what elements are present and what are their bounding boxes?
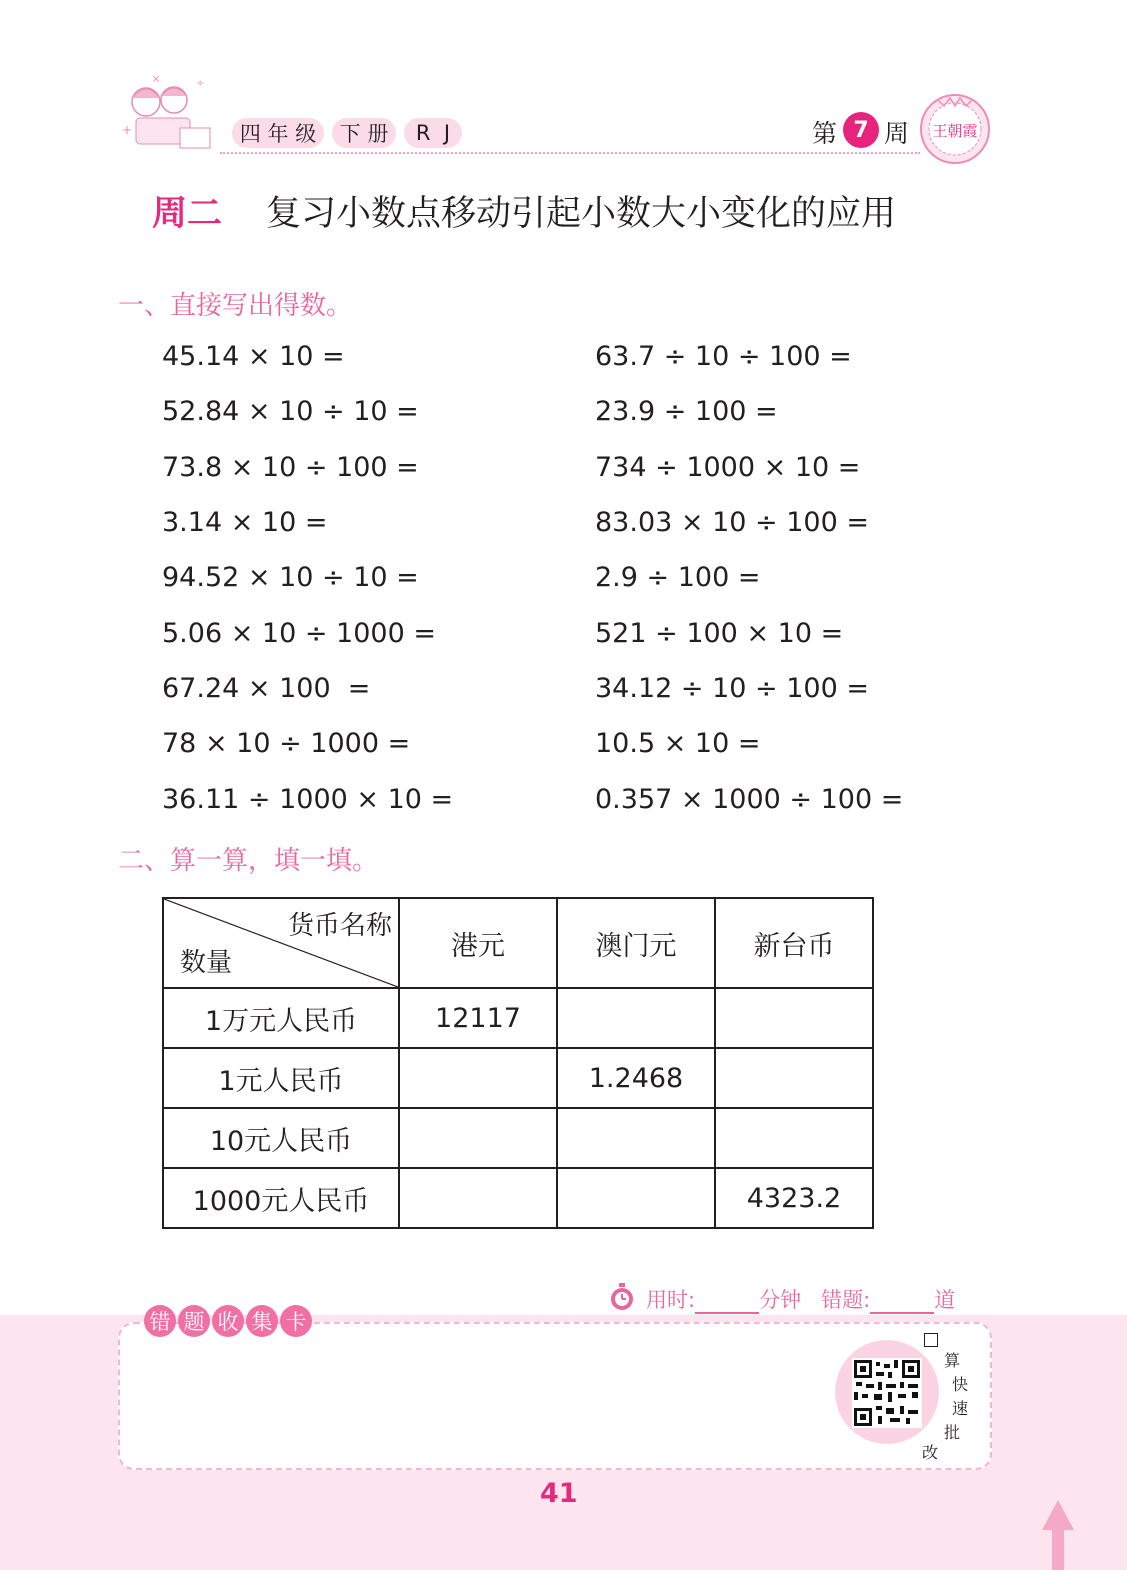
table-row <box>163 1048 873 1108</box>
problem-right-8: 10.5 × 10 = <box>595 728 761 759</box>
qr-side-char: 批 <box>944 1423 961 1442</box>
problem-right-7: 34.12 ÷ 10 ÷ 100 = <box>595 673 869 704</box>
card-title-char: 卡 <box>280 1305 312 1337</box>
problem-left-3: 73.8 × 10 ÷ 100 = <box>162 452 419 483</box>
table-corner-cell <box>163 898 399 988</box>
column-header: 港元 <box>399 898 557 988</box>
problem-left-5: 94.52 × 10 ÷ 10 = <box>162 562 419 593</box>
time-label: 用时: <box>646 1288 696 1312</box>
title-day: 周二 <box>152 194 223 234</box>
problem-right-3: 734 ÷ 1000 × 10 = <box>595 452 861 483</box>
problem-left-8: 78 × 10 ÷ 1000 = <box>162 728 411 759</box>
problem-left-9: 36.11 ÷ 1000 × 10 = <box>162 784 454 815</box>
column-header: 新台币 <box>715 898 873 988</box>
card-title-char: 收 <box>212 1305 244 1337</box>
checkbox-icon[interactable] <box>924 1333 938 1347</box>
author-seal-logo <box>918 92 992 166</box>
problem-left-7: 67.24 × 100 = <box>162 673 371 704</box>
section1-heading: 一、直接写出得数。 <box>118 291 353 321</box>
svg-text:×: × <box>152 74 161 85</box>
errors-label: 错题: <box>821 1288 871 1312</box>
column-header: 澳门元 <box>557 898 715 988</box>
week-prefix: 第 <box>812 119 838 148</box>
problem-left-2: 52.84 × 10 ÷ 10 = <box>162 396 419 427</box>
table-row <box>163 988 873 1048</box>
row-label: 10元人民币 <box>163 1108 399 1168</box>
seal-text: 王朝霞 <box>932 122 978 140</box>
qr-side-char: 改 <box>922 1443 939 1462</box>
row-label: 1元人民币 <box>163 1048 399 1108</box>
corner-bottom-label: 数量 <box>180 948 233 978</box>
corner-top-label: 货币名称 <box>287 911 392 941</box>
problem-right-4: 83.03 × 10 ÷ 100 = <box>595 507 869 538</box>
table-cell <box>399 1168 557 1228</box>
table-cell <box>557 988 715 1048</box>
up-arrow-decoration <box>1040 1500 1076 1570</box>
card-title-char: 错 <box>144 1305 176 1337</box>
errors-unit: 道 <box>934 1288 956 1312</box>
week-suffix: 周 <box>884 119 910 148</box>
minutes-label: 分钟 <box>759 1288 802 1312</box>
problem-left-4: 3.14 × 10 = <box>162 507 328 538</box>
row-label: 1000元人民币 <box>163 1168 399 1228</box>
problem-right-5: 2.9 ÷ 100 = <box>595 562 761 593</box>
table-cell <box>715 1108 873 1168</box>
card-title-char: 题 <box>178 1305 210 1337</box>
problem-right-2: 23.9 ÷ 100 = <box>595 396 778 427</box>
table-cell: 1.2468 <box>557 1048 715 1108</box>
card-title <box>144 1305 312 1339</box>
edition-label: R J <box>404 118 462 148</box>
time-blank[interactable] <box>695 1292 759 1314</box>
qr-code-icon[interactable] <box>852 1358 922 1428</box>
problem-left-1: 45.14 × 10 = <box>162 341 345 372</box>
card-title-char: 集 <box>246 1305 278 1337</box>
row-label: 1万元人民币 <box>163 988 399 1048</box>
qr-side-char: 速 <box>952 1399 969 1418</box>
kids-illustration <box>118 72 218 156</box>
table-cell <box>715 988 873 1048</box>
table-cell: 4323.2 <box>715 1168 873 1228</box>
currency-table <box>162 897 874 1229</box>
qr-side-char: 快 <box>952 1375 969 1394</box>
table-cell <box>399 1048 557 1108</box>
page-title: 复习小数点移动引起小数大小变化的应用 <box>266 194 897 234</box>
page-number: 41 <box>540 1478 578 1509</box>
errors-blank[interactable] <box>870 1292 934 1314</box>
table-cell: 12117 <box>399 988 557 1048</box>
volume-label: 下 册 <box>332 118 396 148</box>
stopwatch-icon <box>608 1282 636 1312</box>
table-cell <box>557 1108 715 1168</box>
svg-text:+: + <box>122 123 133 137</box>
table-header-row <box>163 898 873 988</box>
table-cell <box>715 1048 873 1108</box>
time-record-line <box>646 1284 955 1314</box>
section2-heading: 二、算一算，填一填。 <box>118 846 379 876</box>
table-row <box>163 1168 873 1228</box>
problem-left-6: 5.06 × 10 ÷ 1000 = <box>162 618 436 649</box>
grade-label: 四 年 级 <box>232 118 324 148</box>
qr-side-char: 算 <box>944 1351 961 1370</box>
table-cell <box>399 1108 557 1168</box>
table-cell <box>557 1168 715 1228</box>
problem-right-9: 0.357 × 1000 ÷ 100 = <box>595 784 904 815</box>
problem-right-6: 521 ÷ 100 × 10 = <box>595 618 844 649</box>
header-rule <box>220 152 920 154</box>
week-number-badge: 7 <box>843 112 879 148</box>
table-row <box>163 1108 873 1168</box>
problem-right-1: 63.7 ÷ 10 ÷ 100 = <box>595 341 852 372</box>
svg-text:÷: ÷ <box>196 78 205 89</box>
